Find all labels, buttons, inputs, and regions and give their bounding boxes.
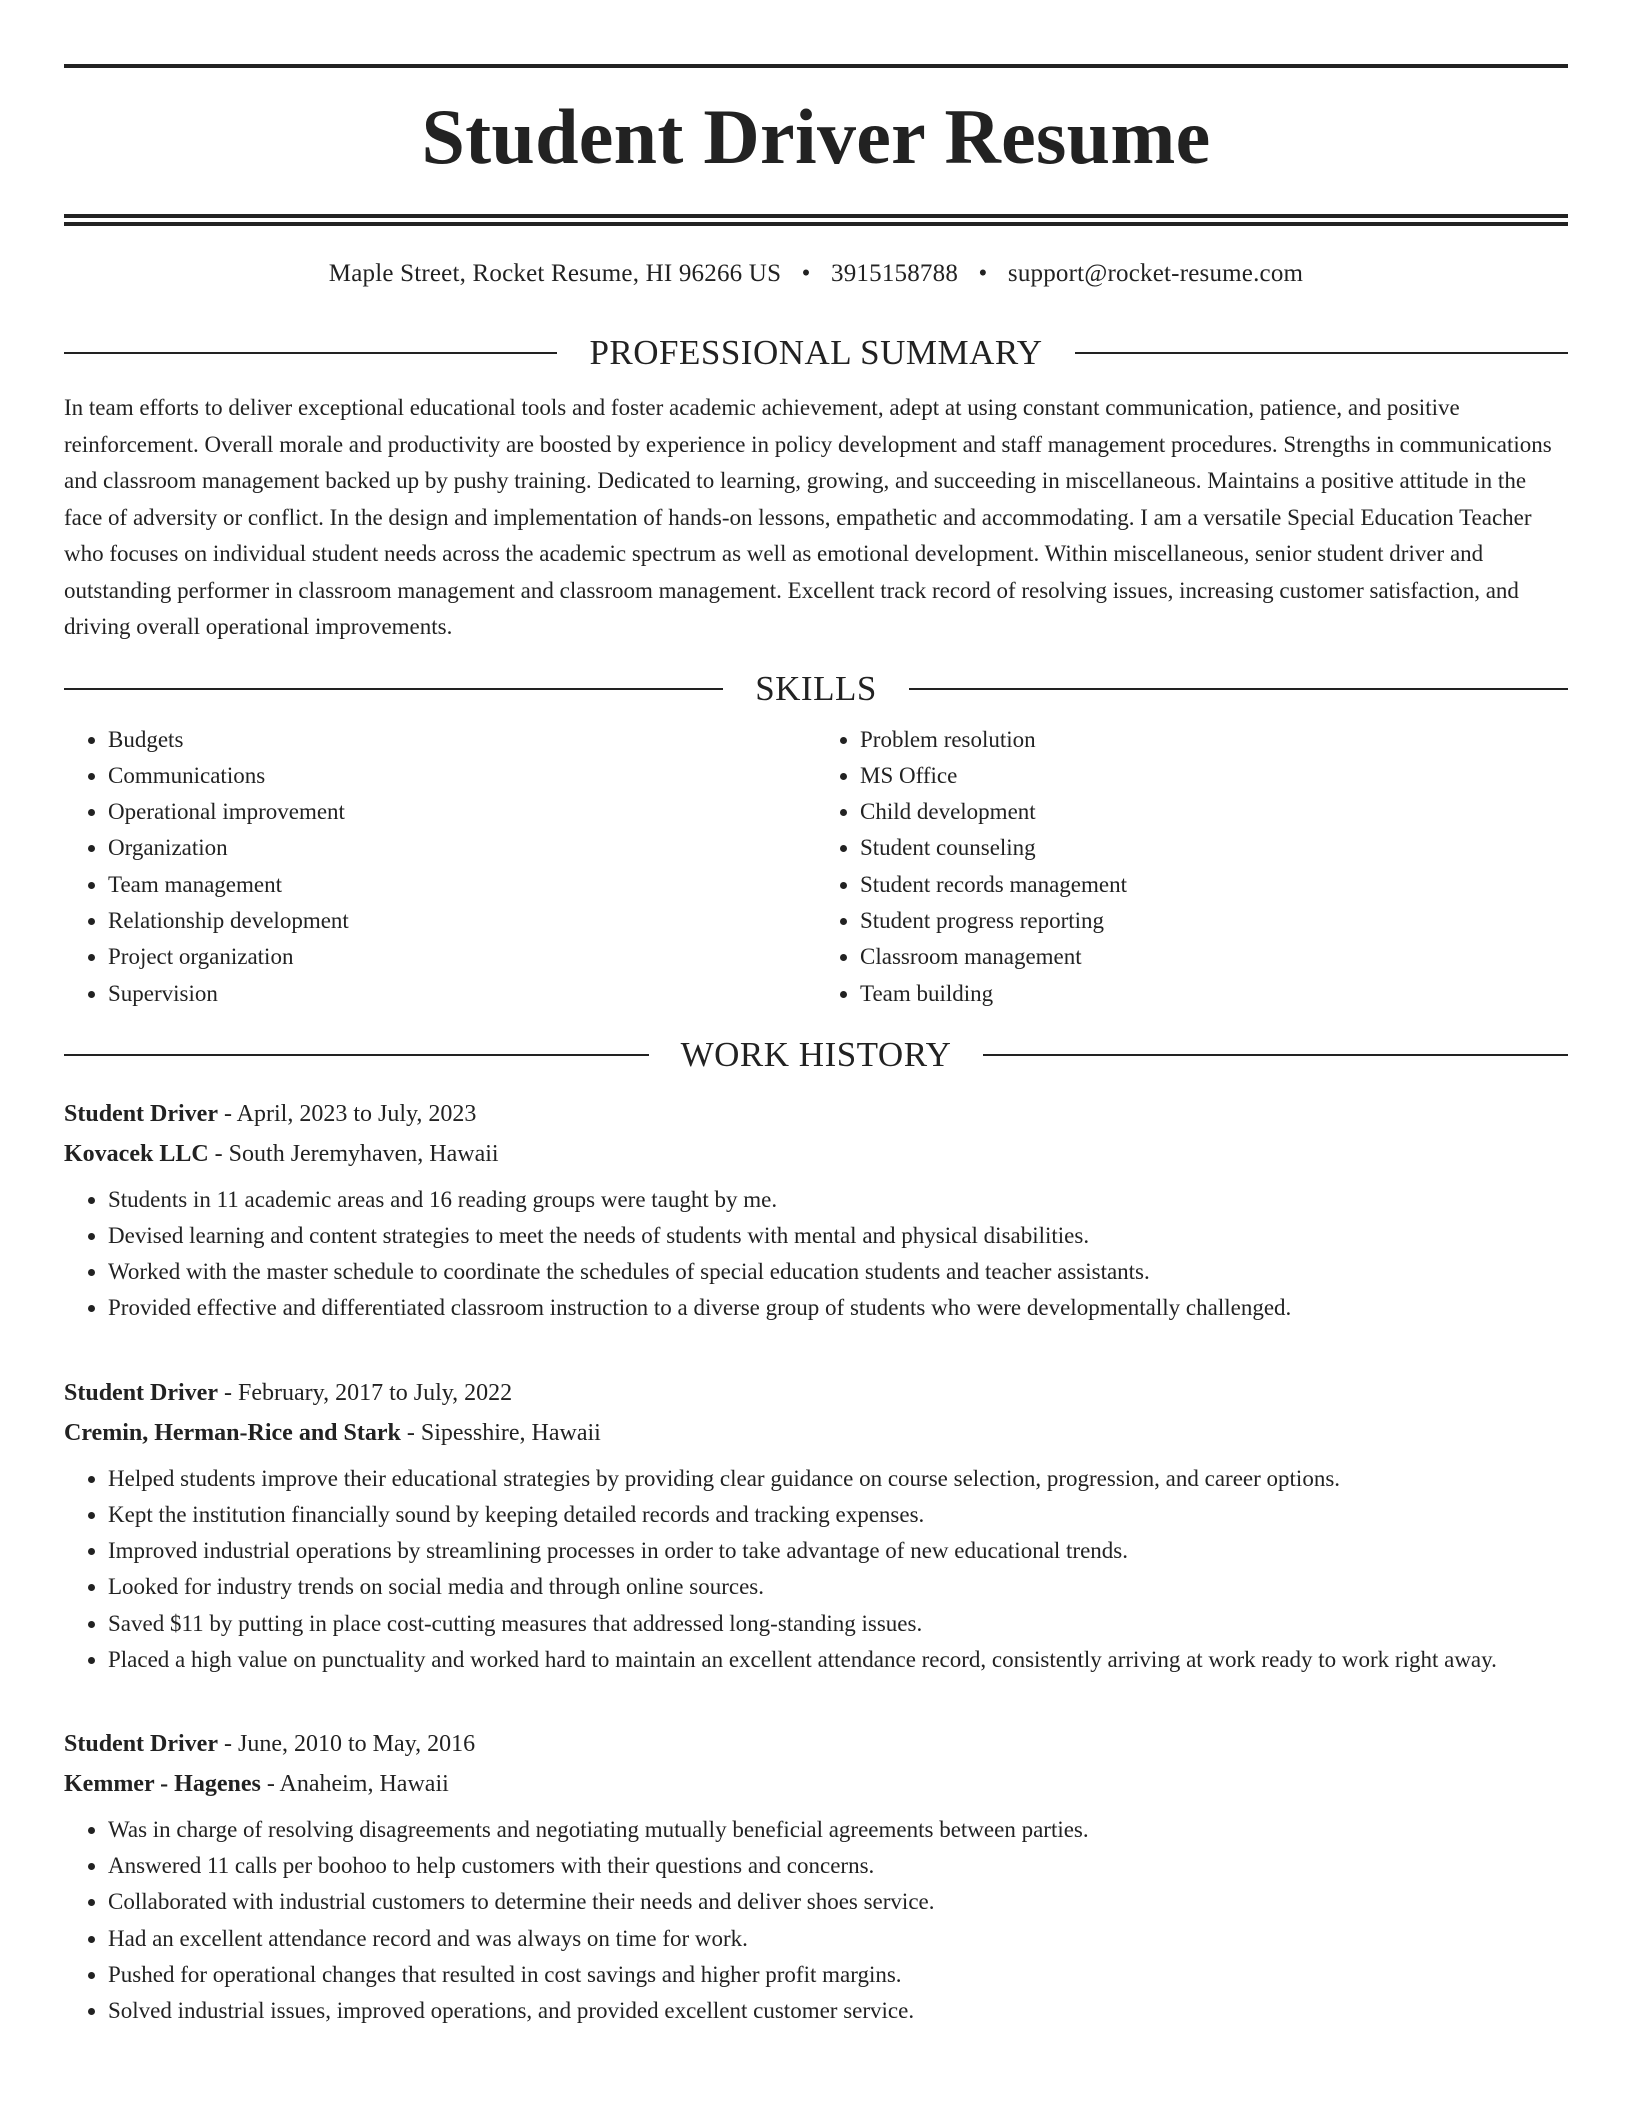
job-dash: - [217, 1730, 238, 1757]
heading-rule-left [64, 688, 723, 690]
contact-line [64, 260, 1568, 304]
job-title-line [64, 1373, 1568, 1413]
skill-item: • Communications [108, 758, 816, 794]
contact-phone: 3915158788 [831, 260, 959, 287]
job-bullet: • Placed a high value on punctuality and worked hard to maintain an excellent attendance record, consistently arriving at work ready to work right away. [108, 1642, 1568, 1678]
job-title: Student Driver [64, 1100, 218, 1127]
skill-item: • Child development [860, 794, 1568, 830]
job-dates: June, 2010 to May, 2016 [237, 1730, 476, 1757]
title-double-rule [64, 214, 1568, 226]
skills-heading-label: SKILLS [755, 668, 877, 708]
skill-item: • Student progress reporting [860, 903, 1568, 939]
job-title-line [64, 1724, 1568, 1764]
job-bullet: • Kept the institution financially sound by keeping detailed records and tracking expenses. [108, 1497, 1568, 1533]
job-bullet: • Devised learning and content strategies to meet the needs of students with mental and physical disabilities. [108, 1218, 1568, 1254]
skill-item: • Relationship development [108, 903, 816, 939]
job-company-line [64, 1413, 1568, 1453]
job-company: Kemmer - Hagenes [64, 1770, 261, 1797]
job-company-line [64, 1134, 1568, 1174]
summary-heading [64, 328, 1568, 378]
job-company: Cremin, Herman-Rice and Stark [64, 1419, 401, 1446]
skills-column-right [816, 722, 1568, 1012]
job-spacer [64, 1678, 1568, 1710]
skill-item: • Supervision [108, 976, 816, 1012]
summary-text: In team efforts to deliver exceptional educational tools and foster academic achievement, adept at using constant communication, patience, and positive reinforcement. Overall morale and productivity are boosted by experience in policy development and staff management procedures. Strengths in communications and classroom management backed up by pushy training. Dedicated to learning, growing, and succeeding in miscellaneous. Maintains a positive attitude in the face of adversity or conflict. In the design and implementation of hands-on lessons, empathetic and accommodating. I am a versatile Special Education Teacher who focuses on individual student needs across the academic spectrum as well as emotional development. Within miscellaneous, senior student driver and outstanding performer in classroom management and classroom management. Excellent track record of resolving issues, increasing customer satisfaction, and driving overall operational improvements. [64, 395, 1552, 639]
top-rule [64, 64, 1568, 68]
heading-rule-right [983, 1054, 1568, 1056]
job-dash: - [260, 1770, 280, 1797]
job-dates: February, 2017 to July, 2022 [237, 1379, 513, 1406]
skill-item: • Organization [108, 830, 816, 866]
job-bullet: • Helped students improve their educational strategies by providing clear guidance on course selection, progression, and career options. [108, 1461, 1568, 1497]
contact-email: support@rocket-resume.com [1007, 260, 1304, 287]
job-bullet: • Looked for industry trends on social media and through online sources. [108, 1569, 1568, 1605]
job-bullet: • Students in 11 academic areas and 16 reading groups were taught by me. [108, 1182, 1568, 1218]
page-title: Student Driver Resume [421, 93, 1211, 180]
contact-separator: • [978, 260, 988, 287]
job-bullet: • Provided effective and differentiated classroom instruction to a diverse group of students who were developmentally challenged. [108, 1290, 1568, 1326]
job-dash: - [208, 1140, 229, 1167]
job-bullet: • Saved $11 by putting in place cost-cutting measures that addressed long-standing issues. [108, 1606, 1568, 1642]
work-history-list [64, 1094, 1568, 2029]
job-company-line [64, 1764, 1568, 1804]
job-dash: - [400, 1419, 421, 1446]
skill-item: • Operational improvement [108, 794, 816, 830]
job-bullet: • Was in charge of resolving disagreements and negotiating mutually beneficial agreements between parties. [108, 1812, 1568, 1848]
skill-item: • Problem resolution [860, 722, 1568, 758]
heading-rule-left [64, 1054, 649, 1056]
skill-item: • Team building [860, 976, 1568, 1012]
skill-item: • Team management [108, 867, 816, 903]
contact-separator: • [801, 260, 811, 287]
heading-rule-right [1075, 352, 1568, 354]
job-company: Kovacek LLC [64, 1140, 209, 1167]
job-entry [64, 1724, 1568, 2029]
summary-heading-label: PROFESSIONAL SUMMARY [589, 333, 1043, 372]
job-spacer [64, 1327, 1568, 1359]
job-location: Anaheim, Hawaii [279, 1770, 449, 1797]
skills-column-left [64, 722, 816, 1012]
heading-rule-right [909, 688, 1568, 690]
job-title-line [64, 1094, 1568, 1134]
job-location: South Jeremyhaven, Hawaii [228, 1140, 499, 1167]
job-bullet: • Had an excellent attendance record and was always on time for work. [108, 1921, 1568, 1957]
job-bullet: • Worked with the master schedule to coordinate the schedules of special education students and teacher assistants. [108, 1254, 1568, 1290]
job-bullet: • Pushed for operational changes that resulted in cost savings and higher profit margins. [108, 1957, 1568, 1993]
job-title: Student Driver [64, 1379, 218, 1406]
job-dates: April, 2023 to July, 2023 [236, 1100, 477, 1127]
heading-rule-left [64, 352, 557, 354]
job-bullet-list [64, 1812, 1568, 2029]
job-dash: - [217, 1379, 238, 1406]
skill-item: • Classroom management [860, 939, 1568, 975]
job-location: Sipesshire, Hawaii [420, 1419, 601, 1446]
work-heading-label: WORK HISTORY [680, 1034, 952, 1074]
job-bullet-list [64, 1182, 1568, 1327]
job-entry [64, 1373, 1568, 1678]
job-bullet: • Answered 11 calls per boohoo to help customers with their questions and concerns. [108, 1848, 1568, 1884]
job-bullet: • Improved industrial operations by streamlining processes in order to take advantage of new educational trends. [108, 1533, 1568, 1569]
skill-item: • Budgets [108, 722, 816, 758]
skill-item: • MS Office [860, 758, 1568, 794]
job-title: Student Driver [64, 1730, 218, 1757]
work-heading [64, 1030, 1568, 1080]
job-dash: - [217, 1100, 237, 1127]
skills-list [64, 722, 1568, 1012]
contact-address: Maple Street, Rocket Resume, HI 96266 US [328, 260, 782, 287]
skills-heading [64, 664, 1568, 714]
skill-item: • Project organization [108, 939, 816, 975]
job-bullet: • Solved industrial issues, improved operations, and provided excellent customer service. [108, 1993, 1568, 2029]
job-bullet-list [64, 1461, 1568, 1678]
skill-item: • Student counseling [860, 830, 1568, 866]
skill-item: • Student records management [860, 867, 1568, 903]
job-bullet: • Collaborated with industrial customers to determine their needs and deliver shoes service. [108, 1884, 1568, 1920]
job-entry [64, 1094, 1568, 1327]
